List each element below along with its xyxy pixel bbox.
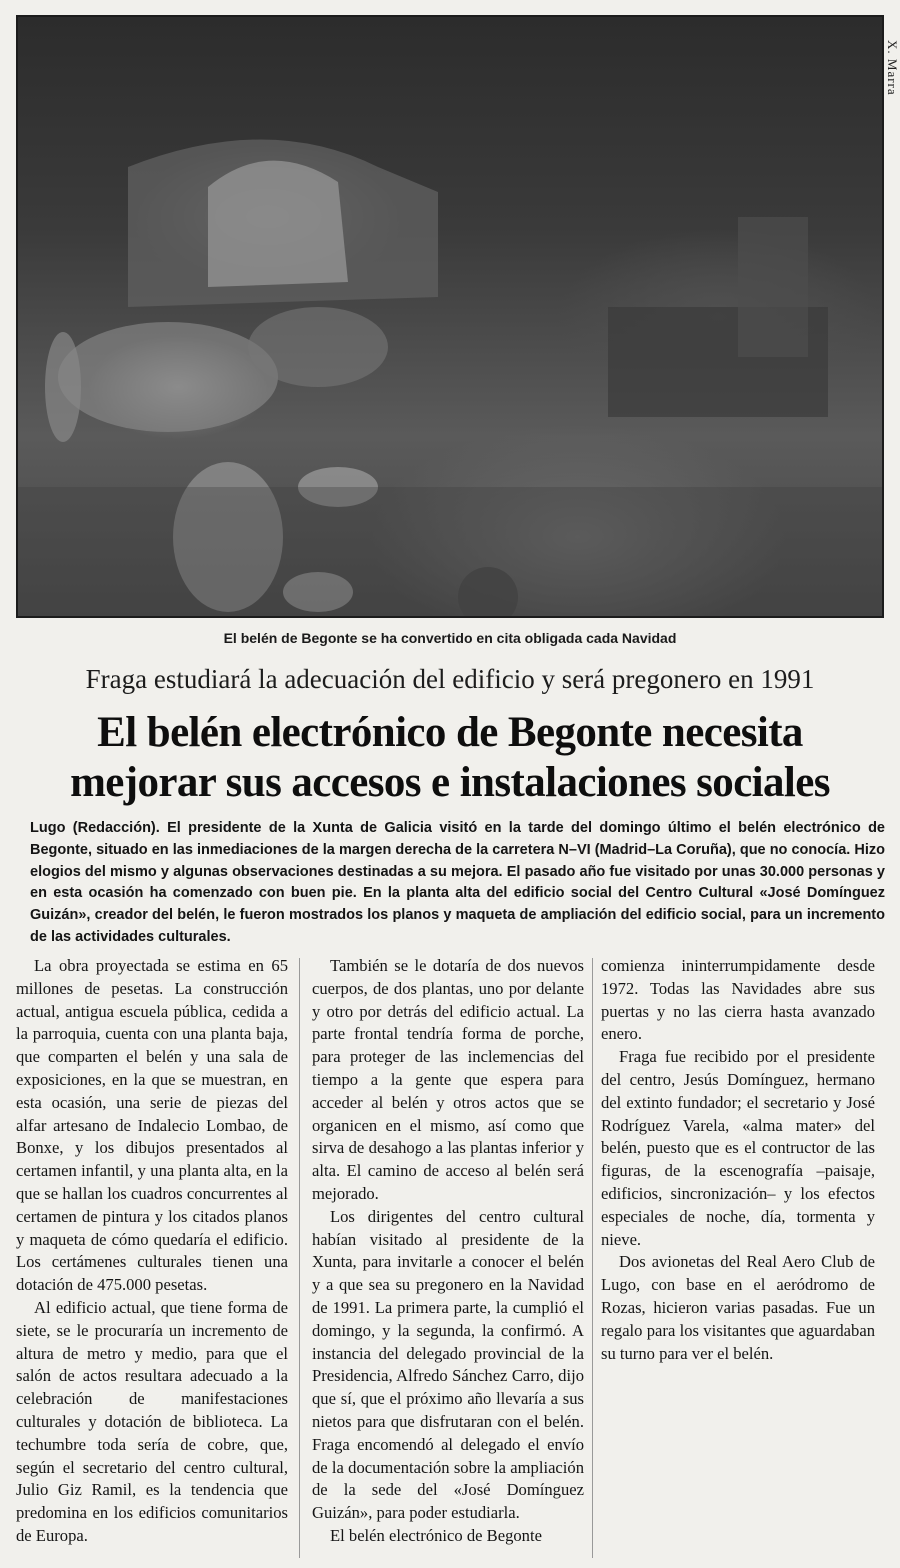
paragraph: Los dirigentes del centro cultural habían visitado al presidente de la Xunta, para invitarle a conocer el belén y a que sea su pregonero en la Navidad de 1991. La primera parte, la cumplió el domingo, y la segunda, la confirmó. A instancia del delegado provincial de la Presidencia, Alfredo Sánchez Carro, dijo que sí, que el próximo año llevaría a sus nietos para que disfrutaran con el belén. Fraga encomendó al delegado el envío de la documentación sobre la ampliación de la sede del «José Domínguez Guizán», para poder estudiarla. [312, 1206, 584, 1523]
article-column-1 [16, 955, 288, 1548]
paragraph: Fraga fue recibido por el presidente del centro, Jesús Domínguez, hermano del extinto fundador; el secretario y José Rodríguez Varela, «alma mater» del belén, puesto que es el contructor de las figuras, de la escenografía –paisaje, edificios, sincronización– y los efectos especiales de noche, día, tormenta y nieve. [601, 1047, 875, 1249]
article-headline [0, 708, 900, 808]
paragraph: El belén electrónico de Begonte [330, 1525, 542, 1545]
paragraph: La obra proyectada se estima en 65 millones de pesetas. La construcción actual, antigua escuela pública, cedida a la parroquia, cuenta con una planta baja, que comparten el belén y una sala de exposiciones, en la que se muestran, en esta ocasión, una serie de piezas del alfar artesano de Indalecio Lombao, de Bonxe, y los dibujos presentados al certamen infantil, y una planta alta, en la que se hallan los cuadros concurrentes al certamen de pintura y los citados planos y maqueta de cómo quedaría el edificio. Los certámenes culturales tienen una dotación de 475.000 pesetas. [16, 956, 288, 1295]
paragraph: Al edificio actual, que tiene forma de siete, se le procuraría un incremento de altura de metro y medio, para que el salón de actos resultara adecuado a la celebración de manifestaciones culturales y dotación de biblioteca. La techumbre toda sería de cobre, que, según el secretario del centro cultural, Julio Giz Ramil, es la tendencia que predomina en los edificios comunitarios de Europa. [16, 1297, 288, 1545]
photo-credit: X. Marra [885, 40, 900, 96]
article-lead: Lugo (Redacción). El presidente de la Xunta de Galicia visitó en la tarde del domingo último el belén electrónico de Begonte, situado en las inmediaciones de la margen derecha de la carretera N–VI (Madrid–La Coruña), que no conocía. Hizo elogios del mismo y algunas observaciones destinadas a su mejora. El pasado año fue visitado por unas 30.000 personas y en esta ocasión ha comenzado con buen pie. En la planta alta del edificio social del Centro Cultural «José Domínguez Guizán», creador del belén, le fueron mostrados los planos y maqueta de ampliación del edificio social, para un incremento de las actividades culturales. [30, 820, 885, 945]
headline-line-1: El belén electrónico de Begonte necesita [97, 709, 803, 756]
nativity-photo [16, 15, 884, 618]
column-divider [592, 958, 593, 1558]
article-column-3 [601, 955, 875, 1365]
article-kicker: Fraga estudiará la adecuación del edificio y será pregonero en 1991 [85, 664, 815, 694]
article-column-2 [312, 955, 584, 1548]
photo-caption: El belén de Begonte se ha convertido en cita obligada cada Navidad [223, 630, 677, 646]
paragraph: Dos avionetas del Real Aero Club de Lugo, con base en el aeródromo de Rozas, hicieron varias pasadas. Fue un regalo para los visitantes que aguardaban su turno para ver el belén. [601, 1252, 875, 1363]
paragraph: También se le dotaría de dos nuevos cuerpos, de dos plantas, uno por delante y otro por detrás del edificio actual. La parte frontal tendría forma de porche, para proteger de las inclemencias del tiempo a la gente que espera para acceder al belén y otros actos que se organicen en el mismo, así como que sirva de desahogo a las plantas inferior y alta. El camino de acceso al belén será mejorado. [312, 956, 584, 1203]
paragraph: comienza ininterrumpidamente desde 1972. Todas las Navidades abre sus puertas y no las cierra hasta avanzado enero. [601, 956, 875, 1044]
headline-line-2: mejorar sus accesos e instalaciones sociales [70, 759, 830, 806]
photo-scene-graphic [18, 17, 884, 618]
column-divider [299, 958, 300, 1558]
